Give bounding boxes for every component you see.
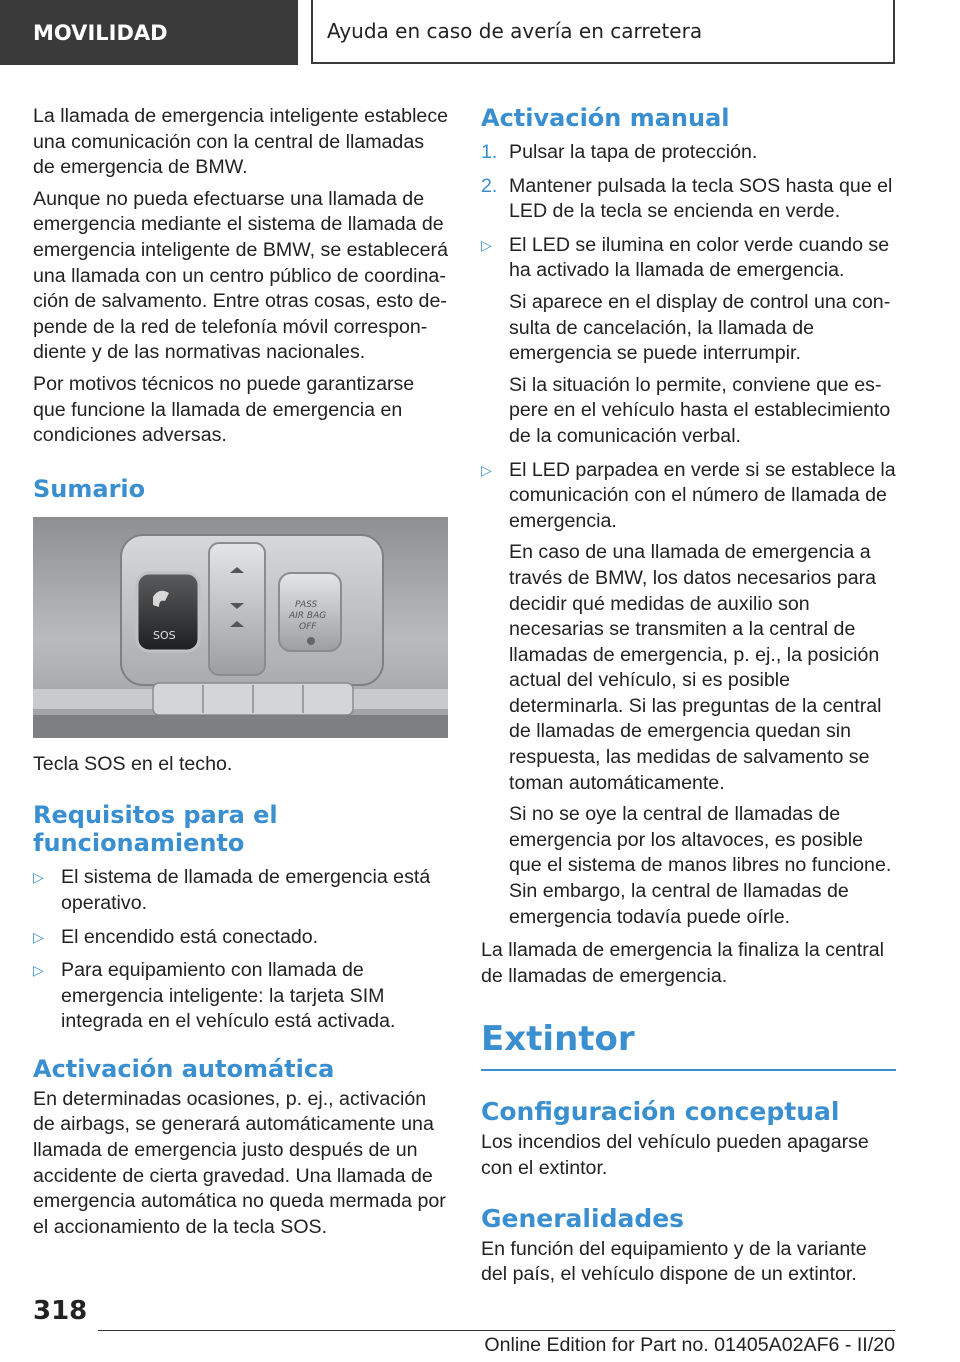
manual-heading: Activación manual bbox=[481, 104, 730, 132]
extintor-heading: Extintor bbox=[481, 1019, 635, 1060]
heading-divider bbox=[481, 1069, 896, 1071]
list-item: ▷ El LED parpadea en verde si se establece la comunicación con el número de llamada de emergencia. En caso de una llamada de emergencia a través de BMW, los datos necesarios para decidir qué medidas de auxilio son necesarias se transmiten a la central de llamadas de emergencia, p. ej., la posición actual del vehículo, si es posible determinarla. Si las preguntas de la central de llamadas de emergencia quedan sin respuesta, las medidas de salvamento se toman automáticamente. Si no se oye la central de llamadas de emergencia por los altavoces, es posible que el sistema de manos libres no funcione. Sin embargo, la central de llamadas de emergencia todavía puede oírle. bbox=[481, 458, 896, 928]
right-column bbox=[481, 104, 896, 1294]
triangle-bullet-icon: ▷ bbox=[33, 928, 44, 945]
intro-paragraph-1: La llamada de emergencia inteligente establece una comunicación con la central de llamadas de emergencia de BMW. bbox=[33, 105, 449, 179]
triangle-bullet-icon: ▷ bbox=[33, 962, 44, 979]
list-item: 1. Pulsar la tapa de protección. bbox=[481, 140, 896, 166]
config-heading: Configuración conceptual bbox=[481, 1097, 840, 1127]
svg-text:PASS: PASS bbox=[295, 599, 318, 610]
list-item: ▷ El sistema de llamada de emergencia está operativo. bbox=[33, 866, 431, 914]
requisitos-heading: Requisitos para el funcionamiento bbox=[33, 801, 278, 858]
header-section-label: MOVILIDAD bbox=[33, 20, 168, 45]
intro-paragraph-2: Aunque no pueda efectuarse una llamada de emergencia mediante el sistema de llamada de emergencia inteligente de BMW, se establecerá una llamada con un centro público de coordinación de salvamento. Entre otras cosas, esto depende de la red de telefonía móvil correspondiente y de las normativas nacionales. bbox=[33, 187, 448, 364]
svg-text:SOS: SOS bbox=[153, 628, 176, 642]
step-number: 2. bbox=[481, 174, 498, 197]
header-section-tab bbox=[0, 0, 298, 65]
general-paragraph: En función del equipamiento y de la variante del país, el vehículo dispone de un extintor. bbox=[481, 1237, 867, 1286]
general-heading: Generalidades bbox=[481, 1203, 685, 1233]
triangle-bullet-icon: ▷ bbox=[33, 869, 44, 886]
manual-steps bbox=[481, 140, 896, 225]
sos-button-figure bbox=[33, 517, 448, 738]
automatica-heading: Activación automática bbox=[33, 1054, 335, 1083]
automatica-paragraph: En determinadas ocasiones, p. ej., activación de airbags, se generará automáticamente una llamada de emergencia justo después de un accidente de cierta gravedad. Una llamada de emergencia automática no queda mermada por el accionamiento de la tecla SOS. bbox=[33, 1087, 446, 1238]
requisitos-list bbox=[33, 865, 448, 1035]
config-paragraph: Los incendios del vehículo pueden apagarse con el extintor. bbox=[481, 1131, 869, 1179]
step-number: 1. bbox=[481, 141, 498, 163]
svg-text:AIR BAG: AIR BAG bbox=[289, 610, 327, 621]
header-chapter-label: Ayuda en caso de avería en carretera bbox=[327, 19, 703, 43]
list-item: 2. Mantener pulsada la tecla SOS hasta que el LED de la tecla se encienda en verde. bbox=[481, 174, 893, 223]
figure-caption: Tecla SOS en el techo. bbox=[33, 752, 233, 775]
end-paragraph: La llamada de emergencia la finaliza la central de llamadas de emergencia. bbox=[481, 939, 884, 987]
svg-text:OFF: OFF bbox=[299, 621, 317, 632]
manual-bullets bbox=[481, 233, 896, 930]
intro-paragraph-3: Por motivos técnicos no puede garantizarse que funcione la llamada de emergencia en condiciones adversas. bbox=[33, 372, 415, 447]
header-chapter-box bbox=[311, 0, 895, 64]
list-item: ▷ Para equipamiento con llamada de emergencia inteligente: la tarjeta SIM integrada en el vehículo está activada. bbox=[33, 959, 396, 1033]
footer-divider bbox=[98, 1330, 895, 1331]
footer-edition: Online Edition for Part no. 01405A02AF6 - II/20 bbox=[484, 1334, 895, 1356]
page-number: 318 bbox=[33, 1296, 88, 1326]
list-item: ▷ El encendido está conectado. bbox=[33, 925, 448, 951]
left-column bbox=[33, 104, 448, 1246]
triangle-bullet-icon: ▷ bbox=[481, 461, 492, 478]
sos-button-illustration bbox=[137, 573, 199, 651]
list-item: ▷ El LED se ilumina en color verde cuando se ha activado la llamada de emergencia. Si aparece en el display de control una consulta de cancelación, la llamada de emergencia se puede interrumpir. Si la situación lo permite, conviene que espere en el vehículo hasta el establecimiento de la comunicación verbal. bbox=[481, 233, 891, 447]
triangle-bullet-icon: ▷ bbox=[481, 236, 492, 253]
sumario-heading: Sumario bbox=[33, 474, 146, 503]
